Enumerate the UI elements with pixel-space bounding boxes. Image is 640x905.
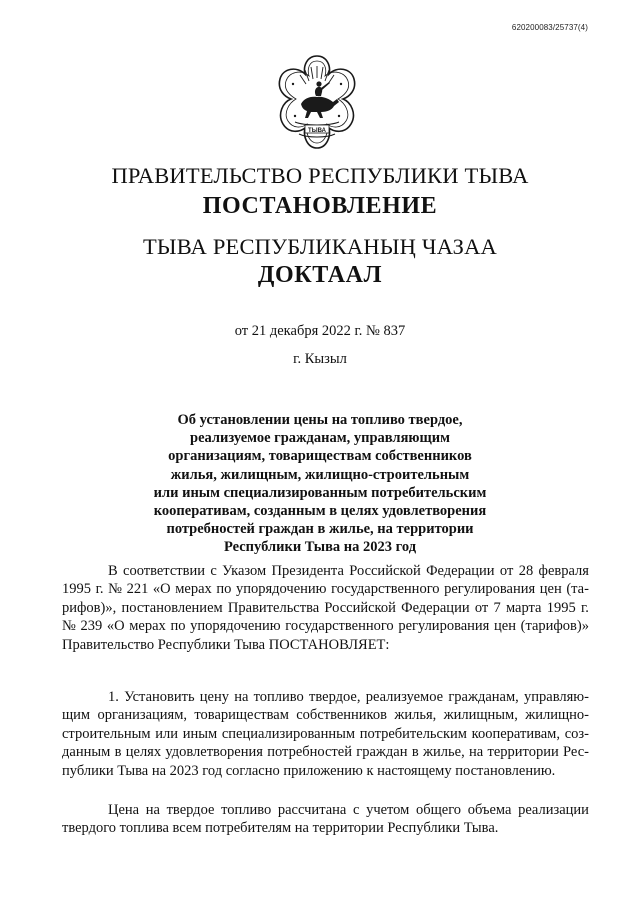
word: на — [469, 744, 484, 761]
word: потребительским — [359, 725, 467, 742]
paragraph-line — [62, 599, 589, 617]
word: 28 — [518, 563, 534, 579]
word: учетом — [366, 802, 410, 818]
emblem-inscription: ТЫВА — [308, 127, 326, 134]
word: граждан — [356, 744, 408, 761]
word: государственного — [331, 581, 440, 598]
word: гражданам, — [448, 689, 519, 705]
paragraph-line — [62, 617, 589, 635]
resolution-subject-title — [140, 411, 500, 557]
word: щим — [62, 707, 91, 724]
paragraph-line-last: Правительство Республики Тыва ПОСТАНОВЛЯЕТ: — [62, 636, 390, 653]
word: реализации — [518, 802, 589, 818]
government-title-tyv: ТЫВА РЕСПУБЛИКАНЫҢ ЧАЗАА — [142, 234, 498, 259]
word: от — [474, 599, 489, 616]
word: жилищно- — [525, 707, 589, 724]
word: г. — [580, 599, 589, 616]
paragraph-line — [62, 580, 589, 598]
word: топливо — [221, 802, 272, 818]
document-id: 620200083/25737(4) — [511, 23, 588, 32]
word: по — [170, 618, 186, 635]
word: или — [155, 725, 178, 742]
word: Цена — [108, 802, 140, 818]
word: (тарифов)» — [520, 618, 589, 635]
word: № — [62, 618, 76, 635]
item-1-paragraph — [62, 688, 589, 780]
item-1-note-paragraph — [62, 801, 589, 838]
word: государственного — [285, 618, 394, 635]
resolution-title-ru: ПОСТАНОВЛЕНИЕ — [202, 193, 438, 219]
word: строительным — [62, 725, 151, 742]
word: жилья, — [394, 707, 437, 724]
word: твердое — [166, 802, 215, 818]
word: цен — [539, 581, 562, 598]
title-line: реализуемое гражданам, управляющим — [190, 430, 450, 447]
word: организациям, — [97, 707, 188, 724]
word: «О — [152, 581, 171, 598]
title-line: Республики Тыва на 2023 год — [223, 539, 417, 556]
word: «О — [106, 618, 125, 635]
word: Рес- — [563, 744, 589, 761]
word: товариществам — [194, 707, 289, 724]
word: 239 — [80, 618, 103, 635]
word: 1995 — [62, 581, 91, 598]
title-line: организациям, товариществам собственников — [168, 448, 472, 465]
word: Указом — [222, 563, 267, 579]
word: жилищным, — [443, 707, 518, 724]
word: специализированным — [221, 725, 356, 742]
word: цен — [494, 618, 516, 635]
resolution-date-number: от 21 декабря 2022 г. № 837 — [234, 323, 406, 339]
title-line: жилья, жилищным, жилищно-строительным — [170, 466, 470, 483]
title-line: Об установлении цены на топливо твердое, — [177, 412, 463, 428]
paragraph-line — [62, 706, 589, 724]
word: 7 — [493, 599, 501, 616]
word: упорядочению — [236, 581, 327, 598]
word: Российской — [349, 563, 421, 579]
word: рифов)», — [62, 599, 117, 616]
word: данным — [62, 744, 111, 761]
government-title-ru: ПРАВИТЕЛЬСТВО РЕСПУБЛИКИ ТЫВА — [111, 163, 529, 188]
word: Правительства — [227, 599, 320, 616]
word: мерах — [129, 618, 166, 635]
word: общего — [415, 802, 462, 818]
word: собственников — [296, 707, 387, 724]
word: постановлением — [121, 599, 223, 616]
title-line: кооперативам, созданным в целях удовлетворения — [153, 503, 487, 520]
word: в — [411, 744, 419, 761]
word: Федерации — [401, 599, 470, 616]
word: регулирования — [398, 618, 490, 635]
resolution-title-tyv: ДОКТААЛ — [257, 262, 383, 288]
word: В — [108, 563, 118, 579]
word: Федерации — [426, 563, 495, 579]
word: по — [216, 581, 232, 598]
word: территории — [487, 744, 559, 761]
paragraph-line-last: твердого топлива всем потребителям на территории Республики Тыва. — [62, 820, 499, 837]
preamble-paragraph — [62, 562, 589, 654]
word: от — [499, 563, 514, 579]
paragraph-line — [62, 725, 589, 743]
word: удовлетворения — [165, 744, 263, 761]
title-line: потребностей граждан в жилье, на территории — [166, 521, 474, 538]
resolution-city: г. Кызыл — [293, 351, 347, 367]
word: объема — [467, 802, 512, 818]
word: потребностей — [267, 744, 352, 761]
word: марта — [505, 599, 542, 616]
word: целях — [125, 744, 162, 761]
word: кооперативам, — [471, 725, 560, 742]
word: жилье, — [423, 744, 465, 761]
paragraph-line — [62, 688, 589, 706]
word: на — [145, 802, 160, 818]
word: № — [108, 581, 122, 598]
word: Установить — [124, 689, 195, 705]
word: регулирования — [444, 581, 536, 598]
word: 1995 — [546, 599, 576, 616]
word: топливо — [253, 689, 304, 705]
word: управляю- — [524, 689, 589, 705]
word: иным — [182, 725, 218, 742]
word: мерах — [175, 581, 212, 598]
word: г. — [95, 581, 104, 598]
word: с — [210, 563, 217, 579]
word: февраля — [538, 563, 589, 579]
word: 221 — [126, 581, 149, 598]
paragraph-line — [62, 743, 589, 761]
word: (та- — [566, 581, 589, 598]
word: реализуемое — [365, 689, 444, 705]
paragraph-line — [62, 801, 589, 819]
title-line: или иным специализированным потребительским — [153, 484, 487, 501]
word: цену — [199, 689, 230, 705]
word: Российской — [324, 599, 396, 616]
word: с — [352, 802, 360, 818]
word: упорядочению — [190, 618, 281, 635]
word: Президента — [271, 563, 344, 579]
word: на — [234, 689, 249, 705]
word: твердое, — [309, 689, 361, 705]
paragraph-line-last: публики Тыва на 2023 год согласно приложению к настоящему постановлению. — [62, 762, 556, 779]
word: 1. — [108, 689, 119, 705]
word: соз- — [564, 725, 589, 742]
word: в — [114, 744, 122, 761]
paragraph-line — [62, 562, 589, 580]
word: соответствии — [123, 563, 205, 579]
coat-of-arms-emblem — [271, 52, 363, 150]
word: рассчитана — [277, 802, 347, 818]
